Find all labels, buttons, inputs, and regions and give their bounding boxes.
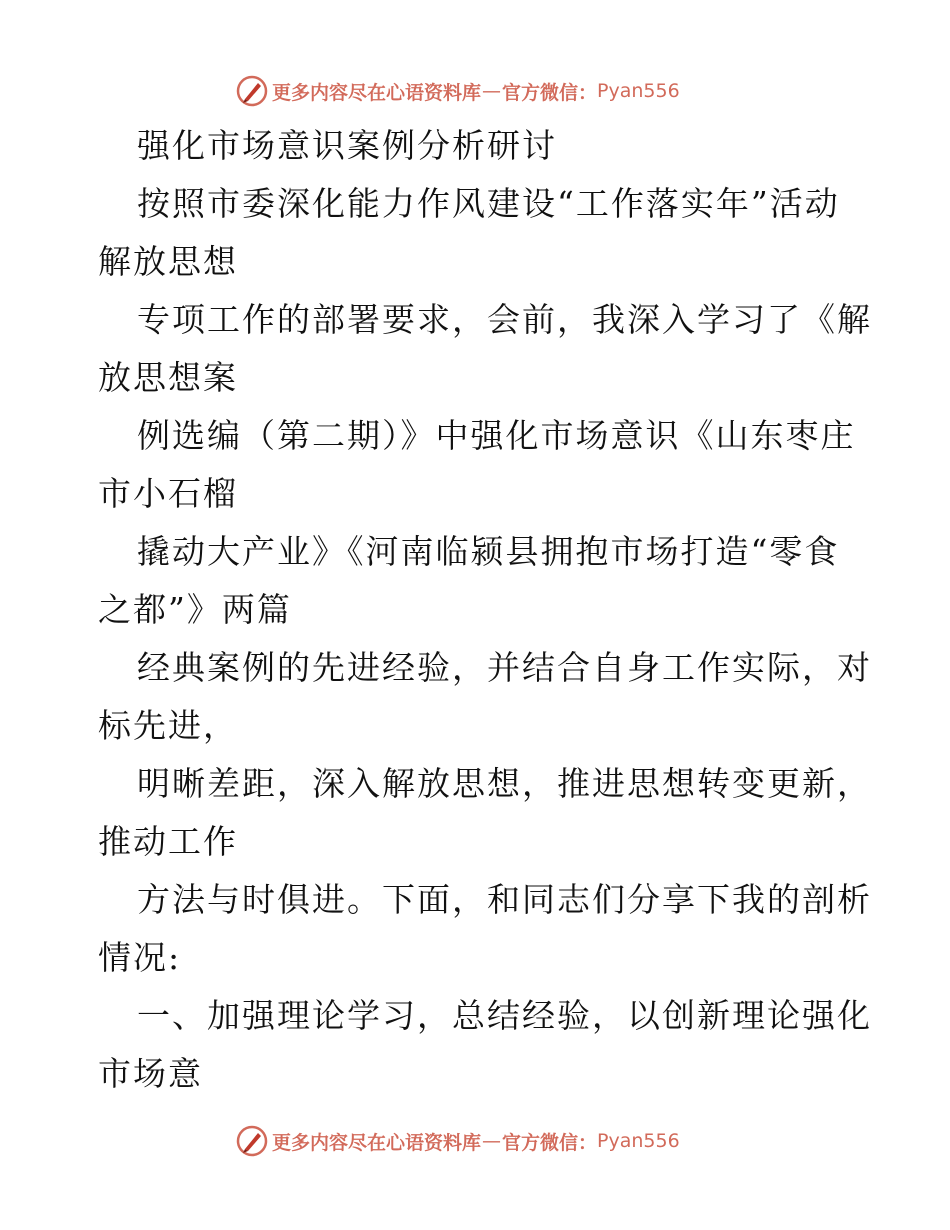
banner-separator: — — [482, 80, 502, 102]
feather-pen-logo-icon — [236, 1125, 268, 1157]
paragraph-line: 市小石榴 — [98, 474, 238, 513]
paragraph-line: 经典案例的先进经验，并结合自身工作实际，对 — [137, 648, 872, 687]
paragraph-line: 例选编（第二期）》中强化市场意识《山东枣庄 — [137, 416, 856, 455]
banner-wechat-label: 官方微信： — [502, 81, 598, 104]
paragraph-line: 放思想案 — [98, 358, 238, 397]
footer-banner — [236, 1124, 680, 1158]
feather-pen-logo-icon — [236, 75, 268, 107]
header-banner — [236, 74, 680, 108]
paragraph-line: 按照市委深化能力作风建设“工作落实年”活动 — [137, 184, 840, 223]
paragraph-line: 解放思想 — [98, 242, 238, 281]
banner-text: 更多内容尽在心语资料库 — [272, 1131, 482, 1154]
paragraph-line: 标先进， — [98, 706, 238, 745]
section-heading-line: 一、加强理论学习，总结经验，以创新理论强化 — [137, 996, 872, 1035]
paragraph-line: 方法与时俱进。下面，和同志们分享下我的剖析 — [137, 880, 872, 919]
banner-text: 更多内容尽在心语资料库 — [272, 81, 482, 104]
paragraph-line: 情况: — [98, 938, 182, 977]
banner-wechat-id: Pyan556 — [597, 1130, 680, 1152]
banner-separator: — — [482, 1130, 502, 1152]
paragraph-line: 推动工作 — [98, 822, 238, 861]
paragraph-line: 之都”》两篇 — [98, 590, 292, 629]
paragraph-line: 明晰差距，深入解放思想，推进思想转变更新， — [137, 764, 872, 803]
paragraph-line: 撬动大产业》《河南临颍县拥抱市场打造“零食 — [137, 532, 840, 571]
banner-wechat-label: 官方微信： — [502, 1131, 598, 1154]
paragraph-line: 专项工作的部署要求，会前，我深入学习了《解 — [137, 300, 872, 339]
banner-wechat-id: Pyan556 — [597, 80, 680, 102]
document-title: 强化市场意识案例分析研讨 — [137, 126, 557, 165]
section-heading-line: 市场意 — [98, 1054, 203, 1093]
